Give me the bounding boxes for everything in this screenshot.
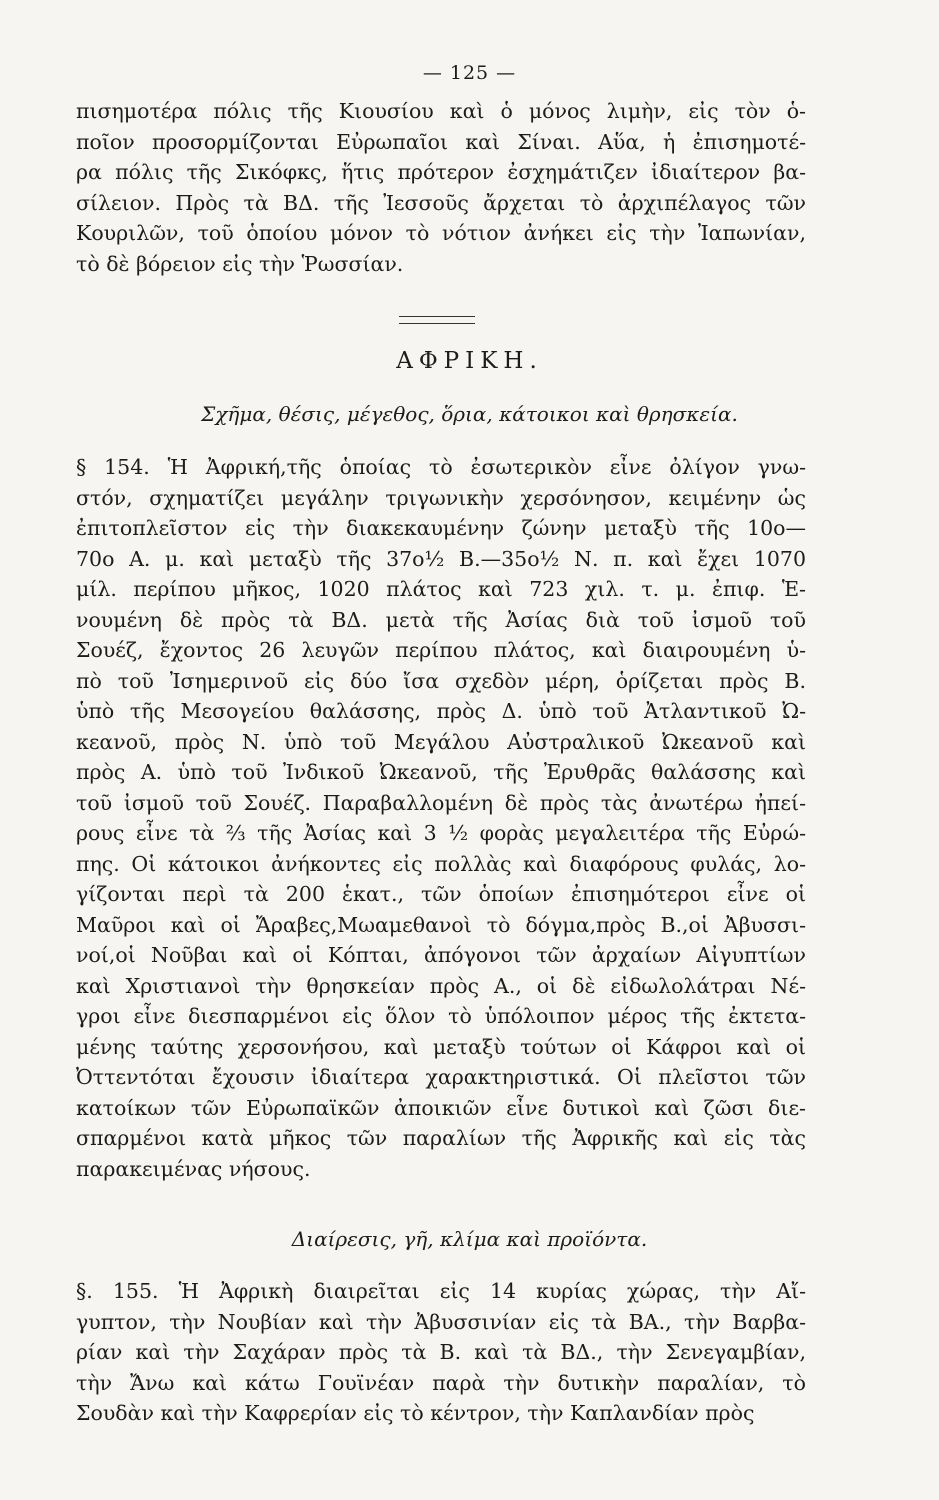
page-number: — 125 — bbox=[422, 62, 517, 84]
text-line: Ὀττεντόται ἔχουσιν ἰδιαίτερα χαρακτηριστικά. Οἱ πλεῖστοι τῶν bbox=[76, 1065, 806, 1089]
text-line: ρους εἶνε τὰ ⅔ τῆς Ἀσίας καὶ 3 ½ φορὰς μεγαλειτέρα τῆς Εὐρώ- bbox=[76, 821, 806, 845]
text-line: καὶ Χριστιανοὶ τὴν θρησκείαν πρὸς Α., οἱ δὲ εἰδωλολάτραι Νέ- bbox=[76, 973, 806, 998]
intro-paragraph bbox=[76, 96, 806, 279]
text-line: νουμένη δὲ πρὸς τὰ ΒΔ. μετὰ τῆς Ἀσίας διὰ τοῦ ἰσμοῦ τοῦ bbox=[76, 607, 806, 632]
text-line: ὑπὸ τῆς Μεσογείου θαλάσσης, πρὸς Δ. ὑπὸ τοῦ Ἀτλαντικοῦ Ὠ- bbox=[76, 699, 806, 723]
paragraph-154 bbox=[76, 452, 806, 1184]
text-line: γυπτον, τὴν Νουβίαν καὶ τὴν Ἀβυσσινίαν εἰς τὰ ΒΑ., τὴν Βαρβα- bbox=[76, 1309, 806, 1334]
text-line: γίζονται περὶ τὰ 200 ἑκατ., τῶν ὁποίων ἐπισημότεροι εἶνε οἱ bbox=[76, 882, 806, 906]
text-line: ποῖον προσορμίζονται Εὐρωπαῖοι καὶ Σίναι. Αὕα, ἡ ἐπισημοτέ- bbox=[76, 129, 806, 154]
text-line: μίλ. περίπου μῆκος, 1020 πλάτος καὶ 723 χιλ. τ. μ. ἐπιφ. Ἑ- bbox=[76, 577, 806, 601]
text-line: ἐπιτοπλεῖστον εἰς τὴν διακεκαυμένην ζώνην μεταξὺ τῆς 10ο— bbox=[76, 516, 806, 540]
section-divider bbox=[399, 316, 475, 324]
text-line: Σουέζ, ἔχοντος 26 λευγῶν περίπου πλάτος, καὶ διαιρουμένη ὑ- bbox=[76, 638, 806, 662]
text-line: σίλειον. Πρὸς τὰ ΒΔ. τῆς Ἰεσσοῦς ἄρχεται τὸ ἀρχιπέλαγος τῶν bbox=[76, 190, 806, 215]
text-line: πὸ τοῦ Ἰσημερινοῦ εἰς δύο ἴσα σχεδὸν μέρη, ὁρίζεται πρὸς Β. bbox=[76, 668, 806, 693]
text-line: Σουδὰν καὶ τὴν Καφρερίαν εἰς τὸ κέντρον, τὴν Καπλανδίαν πρὸς bbox=[76, 1401, 755, 1425]
text-line: §. 155. Ἡ Ἀφρικὴ διαιρεῖται εἰς 14 κυρίας χώρας, τὴν Αἴ- bbox=[76, 1279, 806, 1303]
text-line: πισημοτέρα πόλις τῆς Κιουσίου καὶ ὁ μόνος λιμὴν, εἰς τὸν ὁ- bbox=[76, 99, 806, 123]
text-line: Κουριλῶν, τοῦ ὁποίου μόνον τὸ νότιον ἀνήκει εἰς τὴν Ἰαπωνίαν, bbox=[76, 221, 806, 245]
text-line: ρα πόλις τῆς Σικόφκς, ἥτις πρότερον ἐσχημάτιζεν ἰδιαίτερον βα- bbox=[76, 160, 806, 184]
text-line: τοῦ ἰσμοῦ τοῦ Σουέζ. Παραβαλλομένη δὲ πρὸς τὰς ἀνωτέρω ἠπεί- bbox=[76, 790, 806, 815]
text-line: ρίαν καὶ τὴν Σαχάραν πρὸς τὰ Β. καὶ τὰ ΒΔ., τὴν Σενεγαμβίαν, bbox=[76, 1340, 806, 1364]
text-line: γροι εἶνε διεσπαρμένοι εἰς ὅλον τὸ ὑπόλοιπον μέρος τῆς ἐκτετα- bbox=[76, 1004, 806, 1028]
paragraph-155 bbox=[76, 1276, 806, 1429]
section-title: ΑΦΡΙΚΗ. bbox=[396, 348, 543, 374]
text-line: πρὸς Α. ὑπὸ τοῦ Ἰνδικοῦ Ὠκεανοῦ, τῆς Ἐρυθρᾶς θαλάσσης καὶ bbox=[76, 760, 806, 784]
text-line: τὴν Ἄνω καὶ κάτω Γουϊνέαν παρὰ τὴν δυτικὴν παραλίαν, τὸ bbox=[76, 1370, 806, 1395]
text-line: σπαρμένοι κατὰ μῆκος τῶν παραλίων τῆς Ἀφρικῆς καὶ εἰς τὰς bbox=[76, 1126, 806, 1150]
text-line: κεανοῦ, πρὸς Ν. ὑπὸ τοῦ Μεγάλου Αὐστραλικοῦ Ὠκεανοῦ καὶ bbox=[76, 729, 806, 754]
text-line: κατοίκων τῶν Εὐρωπαϊκῶν ἀποικιῶν εἶνε δυτικοὶ καὶ ζῶσι διε- bbox=[76, 1095, 806, 1120]
text-line: νοί,οἱ Νοῦβαι καὶ οἱ Κόπται, ἀπόγονοι τῶν ἀρχαίων Αἰγυπτίων bbox=[76, 943, 806, 967]
text-line: πης. Οἱ κάτοικοι ἀνήκοντες εἰς πολλὰς καὶ διαφόρους φυλάς, λο- bbox=[76, 851, 806, 876]
text-line: Μαῦροι καὶ οἱ Ἄραβες,Μωαμεθανοὶ τὸ δόγμα,πρὸς Β.,οἱ Ἀβυσσι- bbox=[76, 912, 806, 937]
text-line: παρακειμένας νήσους. bbox=[76, 1156, 311, 1181]
subtitle-division-climate: Διαίρεσις, γῆ, κλίμα καὶ προϊόντα. bbox=[291, 1227, 648, 1251]
text-line: 70ο Α. μ. καὶ μεταξὺ τῆς 37ο½ Β.—35ο½ Ν. π. καὶ ἔχει 1070 bbox=[76, 546, 806, 571]
text-line: στόν, σχηματίζει μεγάλην τριγωνικὴν χερσόνησον, κειμένην ὡς bbox=[76, 485, 806, 510]
text-line: μένης ταύτης χερσονήσου, καὶ μεταξὺ τούτων οἱ Κάφροι καὶ οἱ bbox=[76, 1034, 806, 1059]
text-line: τὸ δὲ βόρειον εἰς τὴν Ῥωσσίαν. bbox=[76, 251, 404, 276]
subtitle-shape-position: Σχῆμα, θέσις, μέγεθος, ὅρια, κάτοικοι καὶ θρησκεία. bbox=[201, 402, 738, 426]
text-line: § 154. Ἡ Ἀφρική,τῆς ὁποίας τὸ ἐσωτερικὸν εἶνε ὀλίγον γνω- bbox=[76, 455, 806, 479]
